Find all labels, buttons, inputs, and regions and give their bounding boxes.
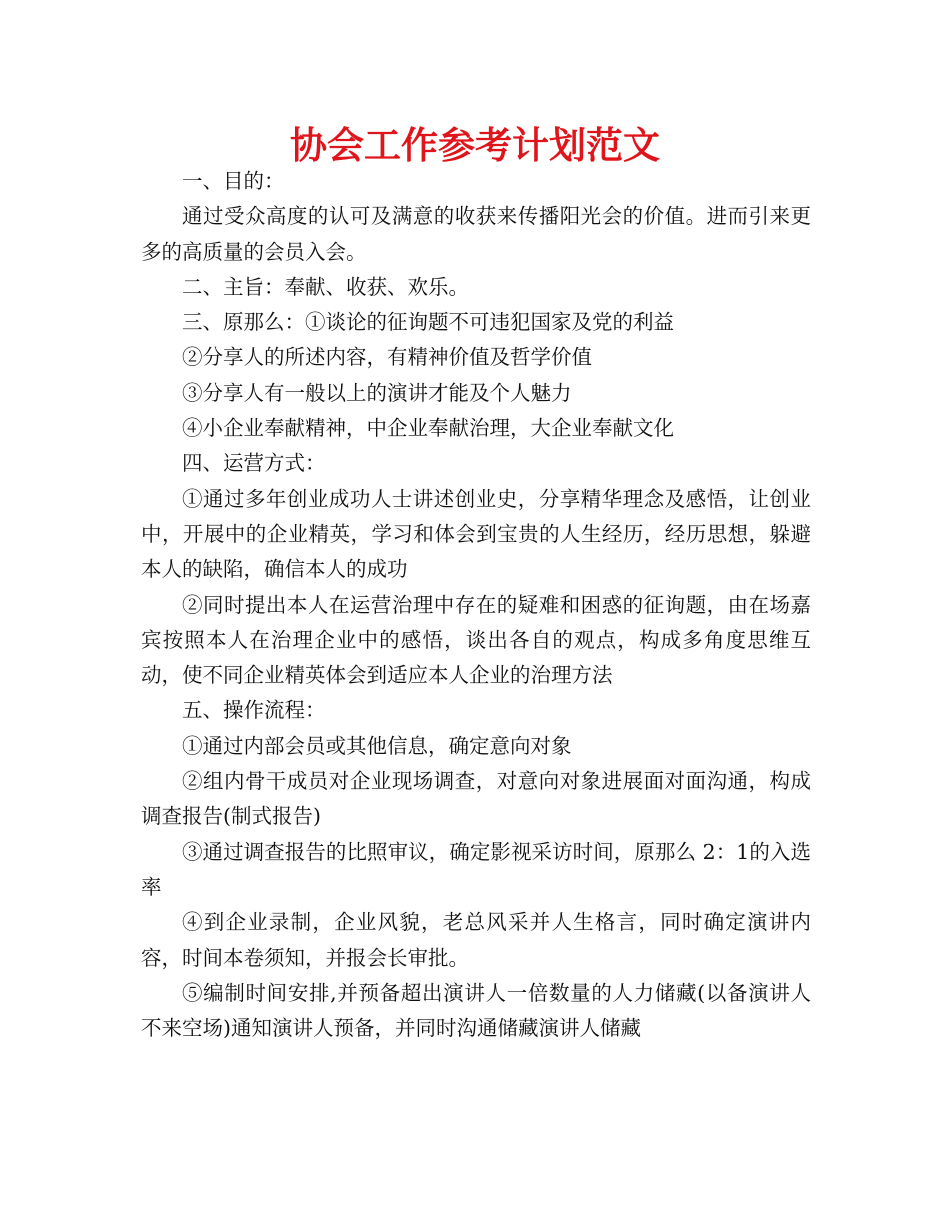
paragraph: ③通过调查报告的比照审议，确定影视采访时间，原那么 2：1的入选率 (141, 839, 811, 899)
paragraph: 四、运营方式： (182, 451, 326, 476)
paragraph: 三、原那么：①谈论的征询题不可违犯国家及党的利益 (182, 310, 674, 335)
paragraph: 二、主旨：奉献、收获、欢乐。 (182, 274, 469, 299)
paragraph: 通过受众高度的认可及满意的收获来传播阳光会的价值。进而引来更多的高质量的会员入会。 (141, 204, 811, 264)
paragraph: ②分享人的所述内容，有精神价值及哲学价值 (182, 345, 592, 370)
paragraph: ①通过内部会员或其他信息，确定意向对象 (182, 733, 572, 758)
document-title: 协会工作参考计划范文 (290, 124, 660, 167)
paragraph: 一、目的： (182, 169, 285, 193)
paragraph: ②组内骨干成员对企业现场调查，对意向对象进展面对面沟通，构成调查报告(制式报告) (141, 769, 811, 829)
paragraph: ④到企业录制，企业风貌，老总风采并人生格言，同时确定演讲内容，时间本卷须知，并报会长审批。 (141, 910, 811, 970)
paragraph: ④小企业奉献精神，中企业奉献治理，大企业奉献文化 (182, 416, 674, 441)
paragraph: 五、操作流程： (182, 698, 326, 723)
document-body (141, 164, 811, 1046)
paragraph: ③分享人有一般以上的演讲才能及个人魅力 (182, 380, 572, 405)
paragraph: ⑤编制时间安排,并预备超出演讲人一倍数量的人力储藏(以备演讲人不来空场)通知演讲人预备，并同时沟通储藏演讲人储藏 (141, 980, 811, 1041)
paragraph: ②同时提出本人在运营治理中存在的疑难和困惑的征询题，由在场嘉宾按照本人在治理企业中的感悟，谈出各自的观点，构成多角度思维互动，使不同企业精英体会到适应本人企业的治理方法 (141, 592, 811, 688)
paragraph: ①通过多年创业成功人士讲述创业史，分享精华理念及感悟，让创业中，开展中的企业精英，学习和体会到宝贵的人生经历，经历思想，躲避本人的缺陷，确信本人的成功 (141, 486, 811, 582)
